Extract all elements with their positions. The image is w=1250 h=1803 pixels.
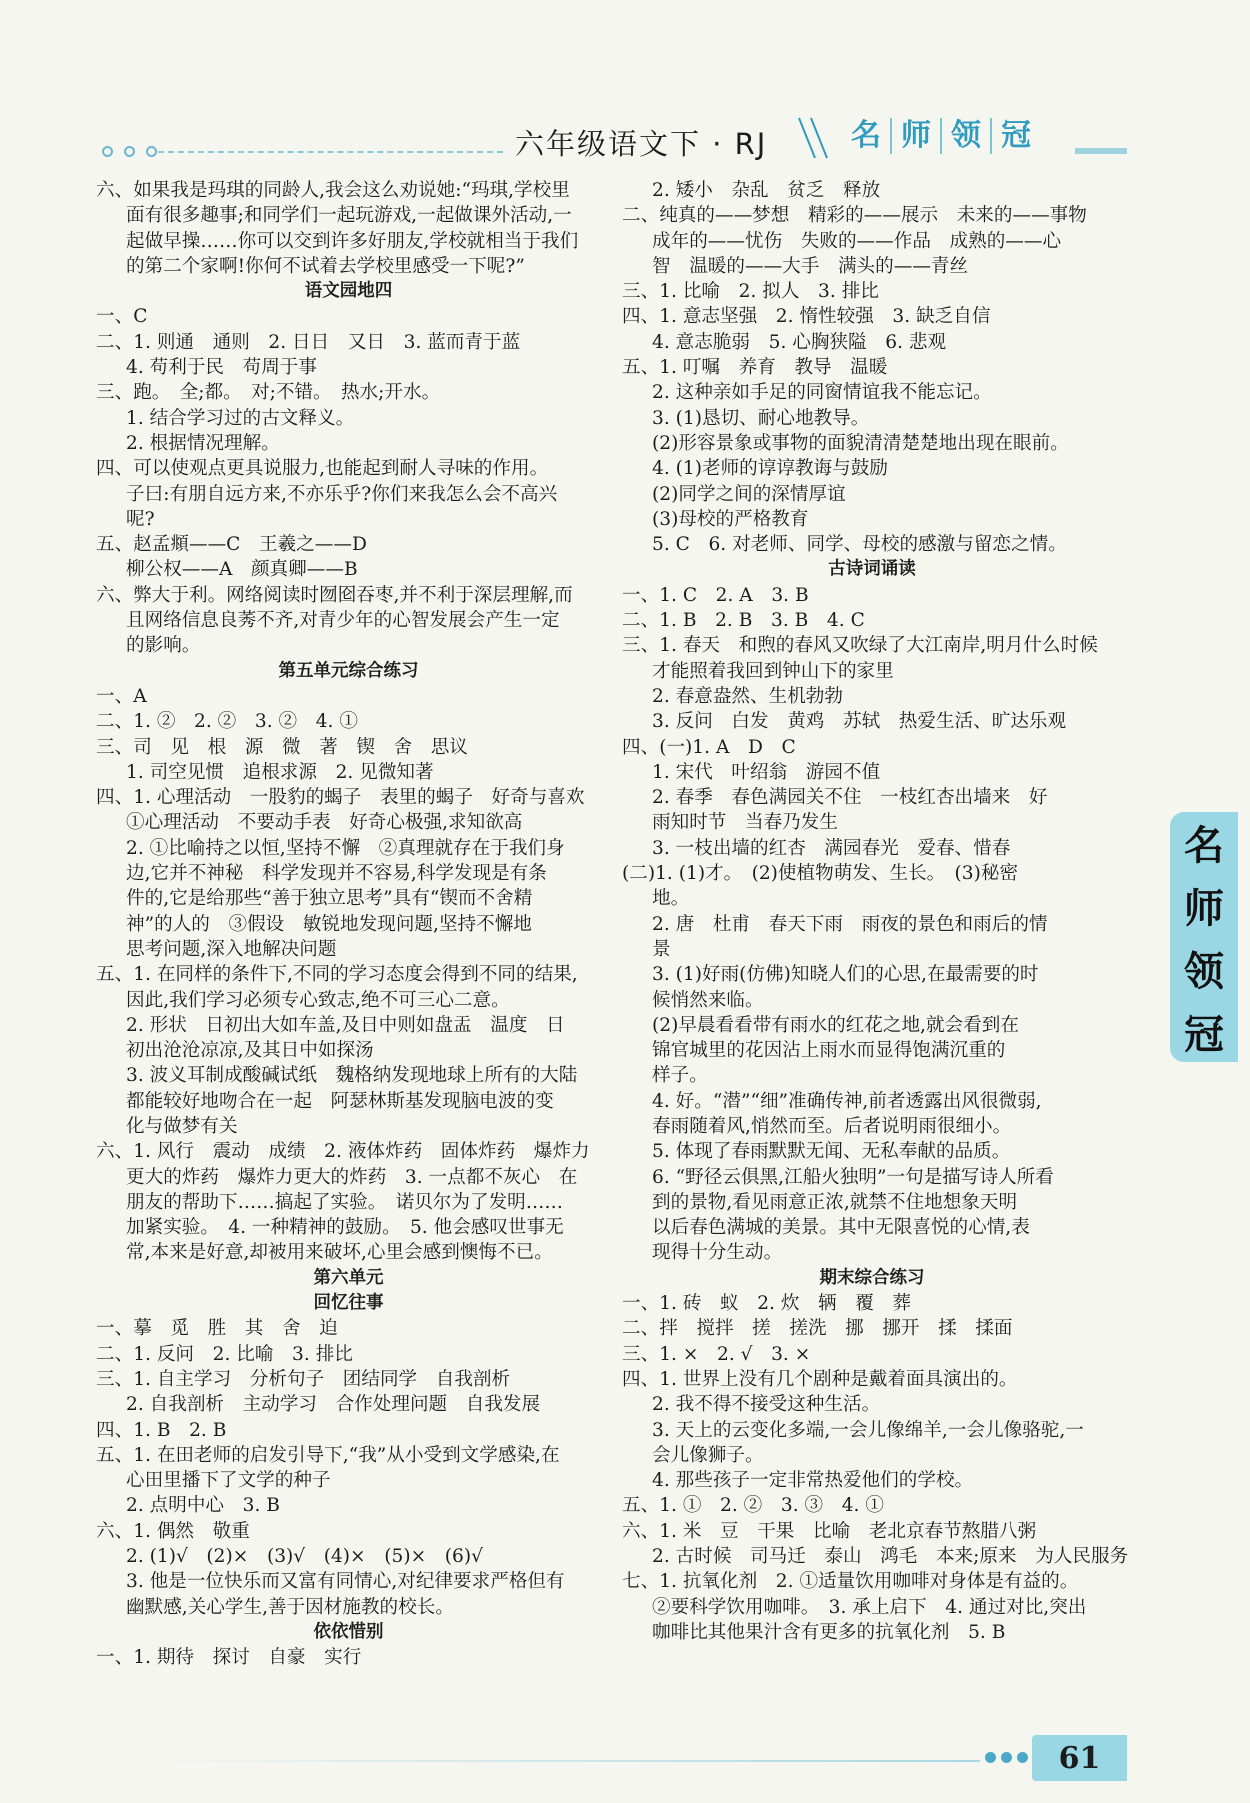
page-number-badge [1032, 1735, 1127, 1781]
answer-line: 六、1. 偶然 敬重 [96, 1520, 250, 1542]
header-dashed-divider [158, 151, 503, 153]
answer-line: 1. 司空见惯 追根求源 2. 见微知著 [126, 761, 434, 783]
answer-line: 三、跑。 全;都。 对;不错。 热水;开水。 [96, 382, 441, 404]
answer-line: 六、弊大于利。网络阅读时囫囵吞枣,并不利于深层理解,而 [96, 584, 573, 606]
answer-line: 2. (1)√ (2)× (3)√ (4)× (5)× (6)√ [126, 1546, 483, 1568]
answer-line: 三、1. 自主学习 分析句子 团结同学 自我剖析 [96, 1368, 511, 1390]
answer-line: 2. 点明中心 3. B [126, 1495, 280, 1517]
section-title: 第六单元 [313, 1267, 384, 1288]
answer-line: 会儿像狮子。 [652, 1444, 764, 1466]
answer-line: 以后春色满城的美景。其中无限喜悦的心情,表 [652, 1217, 1030, 1239]
section-title: 期末综合练习 [819, 1267, 925, 1288]
answer-line: 四、1. B 2. B [96, 1419, 227, 1441]
answer-line: 边,它并不神秘 科学发现并不容易,科学发现是有条 [126, 863, 547, 885]
answer-line: 五、1. 叮嘱 养育 教导 温暖 [622, 357, 888, 379]
section-title: 依依惜别 [313, 1621, 384, 1642]
double-slash-icon [795, 116, 837, 160]
answer-line: (2)早晨看看带有雨水的红花之地,就会看到在 [652, 1014, 1019, 1036]
side-tab-char: 领 [1184, 949, 1224, 995]
answer-line: (2)同学之间的深情厚谊 [652, 483, 846, 505]
answer-line: 一、A [96, 685, 147, 707]
answer-line: 锦官城里的花因沾上雨水而显得饱满沉重的 [652, 1040, 1006, 1062]
side-tab-char: 冠 [1184, 1012, 1224, 1058]
answer-line: 六、1. 风行 震动 成绩 2. 液体炸药 固体炸药 爆炸力 [96, 1141, 590, 1163]
answer-line: 一、1. 砖 蚁 2. 炊 辆 覆 葬 [622, 1293, 912, 1315]
answer-line: 三、司 见 根 源 微 著 锲 舍 思议 [96, 736, 468, 758]
answer-line: 候悄然来临。 [652, 989, 764, 1011]
side-tab-char: 名 [1184, 823, 1224, 869]
answer-line: 初出沧沧凉凉,及其日中如探汤 [126, 1040, 374, 1062]
brand-char: 名 [851, 118, 881, 153]
answer-line: 2. 春季 春色满园关不住 一枝红杏出墙来 好 [652, 787, 1048, 809]
answer-line: 2. 这种亲如手足的同窗情谊我不能忘记。 [652, 382, 992, 404]
answer-line: 3. 波义耳制成酸碱试纸 魏格纳发现地球上所有的大陆 [126, 1065, 578, 1087]
answer-line: 三、1. × 2. √ 3. × [622, 1343, 811, 1365]
answer-line: 4. 苟利于民 苟周于事 [126, 357, 317, 379]
answer-line: 智 温暖的——大手 满头的——青丝 [652, 255, 969, 277]
answer-line: 2. 我不得不接受这种生活。 [652, 1394, 881, 1416]
answer-line: 4. 好。“潜”“细”准确传神,前者透露出风很微弱, [652, 1090, 1042, 1112]
section-title: 语文园地四 [304, 281, 393, 302]
answer-line: 2. 形状 日初出大如车盖,及日中则如盘盂 温度 日 [126, 1014, 565, 1036]
answer-line: 2. 唐 杜甫 春天下雨 雨夜的景色和雨后的情 [652, 913, 1048, 935]
footer-dots-icon [985, 1752, 1028, 1763]
answer-line: 一、C [96, 306, 148, 328]
answer-line: 的影响。 [126, 635, 201, 657]
answer-line: 雨知时节 当春乃发生 [652, 812, 838, 834]
answer-line: 6. “野径云俱黑,江船火独明”一句是描写诗人所看 [652, 1166, 1054, 1188]
answer-line: (3)母校的严格教育 [652, 508, 809, 530]
answer-line: 一、1. 期待 探讨 自豪 实行 [96, 1647, 362, 1669]
right-answer-column [622, 178, 1129, 1645]
answer-line: 加紧实验。 4. 一种精神的鼓励。 5. 他会感叹世事无 [126, 1217, 564, 1239]
answer-line: 且网络信息良莠不齐,对青少年的心智发展会产生一定 [126, 610, 560, 632]
footer-divider [120, 1760, 980, 1762]
answer-line: 咖啡比其他果汁含有更多的抗氧化剂 5. B [652, 1621, 1006, 1643]
brand-char: 师 [890, 118, 940, 154]
answer-line: 到的景物,看见雨意正浓,就禁不住地想象天明 [652, 1191, 1018, 1213]
answer-line: 常,本来是好意,却被用来破坏,心里会感到懊悔不已。 [126, 1242, 553, 1264]
answer-line: 呢? [126, 508, 155, 530]
side-brand-tab [1170, 812, 1238, 1062]
answer-line: 件的,它是给那些“善于独立思考”具有“锲而不舍精 [126, 888, 533, 910]
brand-char: 冠 [990, 118, 1040, 154]
answer-line: 的第二个家啊!你何不试着去学校里感受一下呢?” [126, 255, 525, 277]
left-answer-column [96, 178, 601, 1671]
answer-line: 四、1. 心理活动 一股豹的蝎子 表里的蝎子 好奇与喜欢 [96, 787, 585, 809]
answer-line: 3. (1)恳切、耐心地教导。 [652, 407, 870, 429]
answer-line: 2. 根据情况理解。 [126, 432, 280, 454]
answer-line: 二、1. 反问 2. 比喻 3. 排比 [96, 1343, 353, 1365]
answer-line: 才能照着我回到钟山下的家里 [652, 660, 894, 682]
brand-logo [842, 118, 1040, 154]
answer-line: 四、1. 世界上没有几个剧种是戴着面具演出的。 [622, 1368, 1018, 1390]
answer-line: 1. 结合学习过的古文释义。 [126, 407, 355, 429]
answer-line: 3. 一枝出墙的红杏 满园春光 爱春、惜春 [652, 837, 1011, 859]
answer-line: 2. 自我剖析 主动学习 合作处理问题 自我发展 [126, 1394, 541, 1416]
answer-line: 2. ①比喻持之以恒,坚持不懈 ②真理就存在于我们身 [126, 837, 565, 859]
answer-line: 5. C 6. 对老师、同学、母校的感激与留恋之情。 [652, 534, 1067, 556]
answer-line: 五、1. ① 2. ② 3. ③ 4. ① [622, 1495, 884, 1517]
answer-line: 思考问题,深入地解决问题 [126, 938, 337, 960]
answer-line: 起做早操……你可以交到许多好朋友,学校就相当于我们 [126, 230, 579, 252]
answer-line: 四、可以使观点更具说服力,也能起到耐人寻味的作用。 [96, 458, 549, 480]
answer-line: 化与做梦有关 [126, 1115, 238, 1137]
book-title: 六年级语文下 · RJ [515, 127, 768, 161]
answer-line: 一、摹 觅 胜 其 舍 迫 [96, 1318, 338, 1340]
answer-line: 六、如果我是玛琪的同龄人,我会这么劝说她:“玛琪,学校里 [96, 180, 570, 201]
answer-line: 二、1. B 2. B 3. B 4. C [622, 610, 865, 632]
answer-line: (2)形容景象或事物的面貌清清楚楚地出现在眼前。 [652, 432, 1069, 454]
answer-line: 4. 那些孩子一定非常热爱他们的学校。 [652, 1470, 974, 1492]
answer-line: 更大的炸药 爆炸力更大的炸药 3. 一点都不灰心 在 [126, 1166, 578, 1188]
answer-line: 一、1. C 2. A 3. B [622, 584, 809, 606]
answer-line: 六、1. 米 豆 干果 比喻 老北京春节熬腊八粥 [622, 1520, 1037, 1542]
answer-line: 3. (1)好雨(仿佛)知晓人们的心思,在最需要的时 [652, 964, 1039, 986]
answer-line: 4. (1)老师的谆谆教诲与鼓励 [652, 458, 888, 480]
answer-line: 二、1. 则通 通则 2. 日日 又日 3. 蓝而青于蓝 [96, 331, 521, 353]
answer-line: 四、1. 意志坚强 2. 惰性较强 3. 缺乏自信 [622, 306, 991, 328]
answer-line: 五、1. 在田老师的启发引导下,“我”从小受到文学感染,在 [96, 1444, 560, 1466]
answer-line: 2. 矮小 杂乱 贫乏 释放 [652, 180, 881, 201]
answer-line: 三、1. 比喻 2. 拟人 3. 排比 [622, 281, 879, 303]
answer-line: 七、1. 抗氧化剂 2. ①适量饮用咖啡对身体是有益的。 [622, 1571, 1079, 1593]
answer-line: 春雨随着风,悄然而至。后者说明雨很细小。 [652, 1115, 1012, 1137]
answer-line: 现得十分生动。 [652, 1242, 783, 1264]
answer-line: 5. 体现了春雨默默无闻、无私奉献的品质。 [652, 1141, 1011, 1163]
brand-char: 领 [940, 118, 990, 154]
answer-line: 四、(一)1. A D C [622, 736, 796, 758]
section-title: 古诗词诵读 [828, 559, 916, 580]
answer-line: 三、1. 春天 和煦的春风又吹绿了大江南岸,明月什么时候 [622, 635, 1098, 657]
answer-line: 五、1. 在同样的条件下,不同的学习态度会得到不同的结果, [96, 964, 578, 986]
answer-line: 都能较好地吻合在一起 阿瑟林斯基发现脑电波的变 [126, 1090, 554, 1112]
answer-line: 因此,我们学习必须专心致志,绝不可三心二意。 [126, 989, 510, 1011]
answer-line: ①心理活动 不要动手表 好奇心极强,求知欲高 [126, 812, 523, 834]
answer-line: 神”的人的 ③假设 敏锐地发现问题,坚持不懈地 [126, 913, 532, 935]
answer-line: 朋友的帮助下……搞起了实验。 诺贝尔为了发明…… [126, 1191, 563, 1213]
answer-line: 二、纯真的——梦想 精彩的——展示 未来的——事物 [622, 205, 1087, 227]
answer-line: 4. 意志脆弱 5. 心胸狭隘 6. 悲观 [652, 331, 947, 353]
answer-line: 3. 他是一位快乐而又富有同情心,对纪律要求严格但有 [126, 1571, 565, 1593]
answer-line: (二)1. (1)才。 (2)使植物萌发、生长。 (3)秘密 [622, 863, 1019, 885]
answer-line: 子曰:有朋自远方来,不亦乐乎?你们来我怎么会不高兴 [126, 483, 558, 505]
answer-line: 2. 古时候 司马迁 泰山 鸿毛 本来;原来 为人民服务 [652, 1546, 1129, 1568]
page-header [0, 0, 1250, 175]
answer-line: 二、拌 搅拌 搓 搓洗 挪 挪开 揉 揉面 [622, 1318, 1013, 1340]
answer-line: 样子。 [652, 1065, 708, 1087]
answer-line: 2. 春意盎然、生机勃勃 [652, 685, 843, 707]
answer-line: 景 [652, 938, 671, 960]
answer-line: 面有很多趣事;和同学们一起玩游戏,一起做课外活动,一 [126, 205, 572, 227]
answer-line: 3. 天上的云变化多端,一会儿像绵羊,一会儿像骆驼,一 [652, 1419, 1084, 1441]
answer-line: 3. 反问 白发 黄鸡 苏轼 热爱生活、旷达乐观 [652, 711, 1067, 733]
answer-line: 柳公权——A 颜真卿——B [126, 559, 358, 581]
answer-line: ②要科学饮用咖啡。 3. 承上启下 4. 通过对比,突出 [652, 1596, 1087, 1618]
section-title: 回忆往事 [313, 1293, 384, 1314]
answer-line: 成年的——忧伤 失败的——作品 成熟的——心 [652, 230, 1062, 252]
header-dots-icon [102, 146, 157, 157]
answer-line: 心田里播下了文学的种子 [126, 1470, 331, 1492]
page-number: 61 [1058, 1740, 1101, 1776]
brand-underline [1075, 148, 1127, 154]
answer-line: 二、1. ② 2. ② 3. ② 4. ① [96, 711, 358, 733]
section-title: 第五单元综合练习 [278, 660, 419, 681]
side-tab-char: 师 [1184, 886, 1224, 932]
answer-line: 地。 [652, 888, 690, 910]
answer-line: 幽默感,关心学生,善于因材施教的校长。 [126, 1596, 454, 1618]
answer-line: 1. 宋代 叶绍翁 游园不值 [652, 761, 881, 783]
answer-line: 五、赵孟頫——C 王羲之——D [96, 534, 367, 556]
